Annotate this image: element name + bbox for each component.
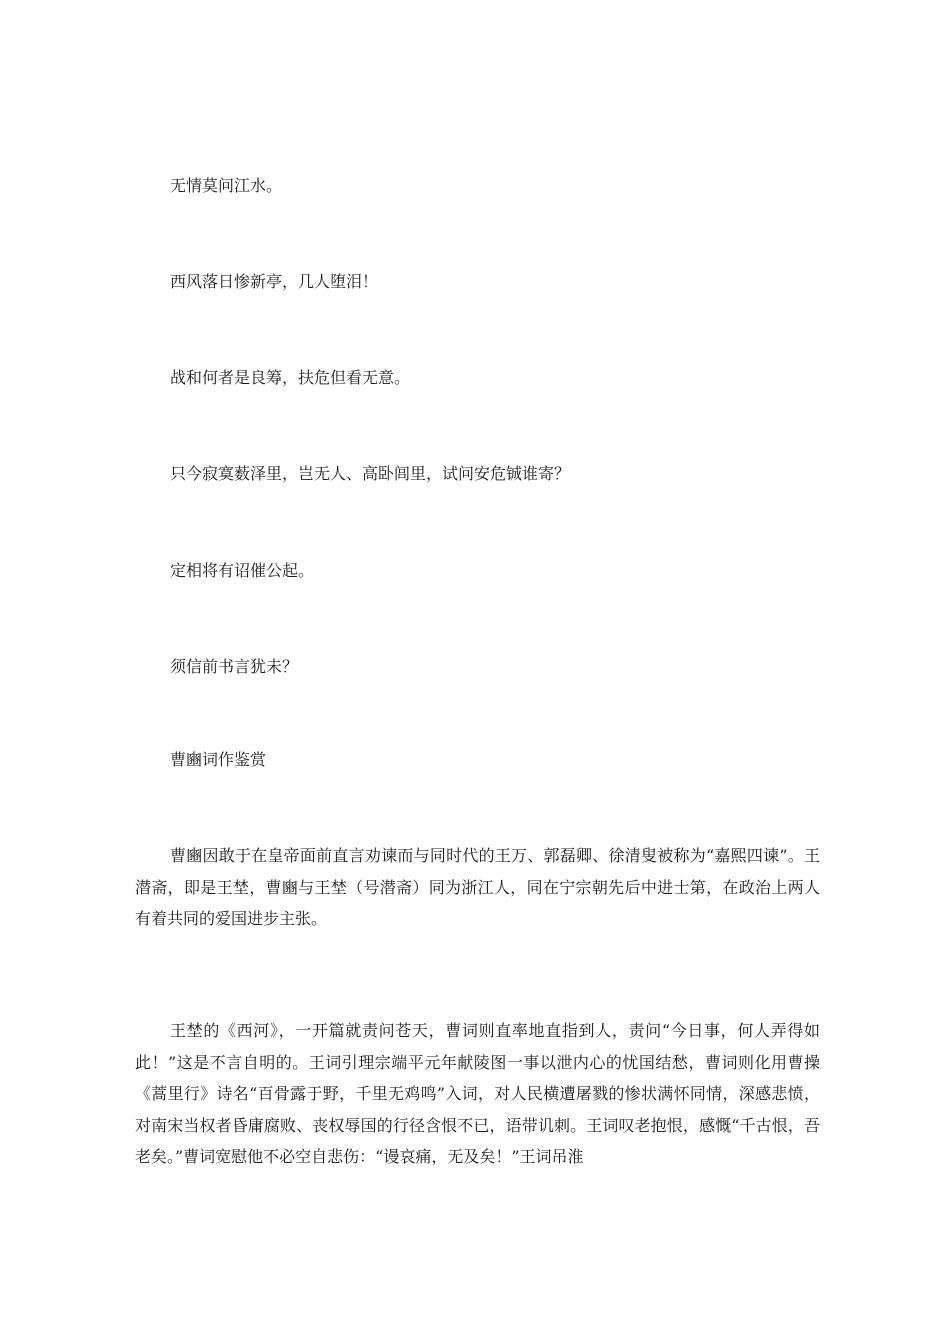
- verse-line-1: 无情莫问江水。: [170, 176, 283, 195]
- verse-line-4: 只今寂寞薮泽里，岂无人、高卧闾里，试问安危铖谁寄？: [170, 464, 571, 483]
- body-paragraph-2: 王埜的《西河》，一开篇就责问苍天，曹词则直率地直指到人，责问“今日事，何人弄得如此！”这是不言自明的。王词引理宗端平元年献陵图一事以泄内心的忧国结愁，曹词则化用曹操《蒿里行》诗名“百骨露于野，千里无鸡鸣”入词，对人民横遭屠戮的惨状满怀同情，深感悲愤，对南宋当权者昏庸腐败、丧权辱国的行径含恨不已，语带讥刺。王词叹老抱恨，感慨“千古恨，吾老矣。”曹词宽慰他不必空自悲伤：“谩哀痛，无及矣！”王词吊淮: [135, 1021, 820, 1166]
- verse-line-2: 西风落日惨新亭，几人堕泪！: [170, 272, 379, 291]
- verse-line-5: 定相将有诏催公起。: [170, 561, 315, 580]
- body-paragraph-1: 曹豳因敢于在皇帝面前直言劝谏而与同时代的王万、郭磊卿、徐清叟被称为“嘉熙四谏”。王潜斋，即是王埜，曹豳与王埜（号潜斋）同为浙江人，同在宁宗朝先后中进士第，在政治上两人有着共同的爱国进步主张。: [135, 846, 820, 928]
- section-title: 曹豳词作鉴赏: [170, 750, 267, 769]
- verse-line-3: 战和何者是良筹，扶危但看无意。: [170, 368, 411, 387]
- verse-line-6: 须信前书言犹未？: [170, 657, 299, 676]
